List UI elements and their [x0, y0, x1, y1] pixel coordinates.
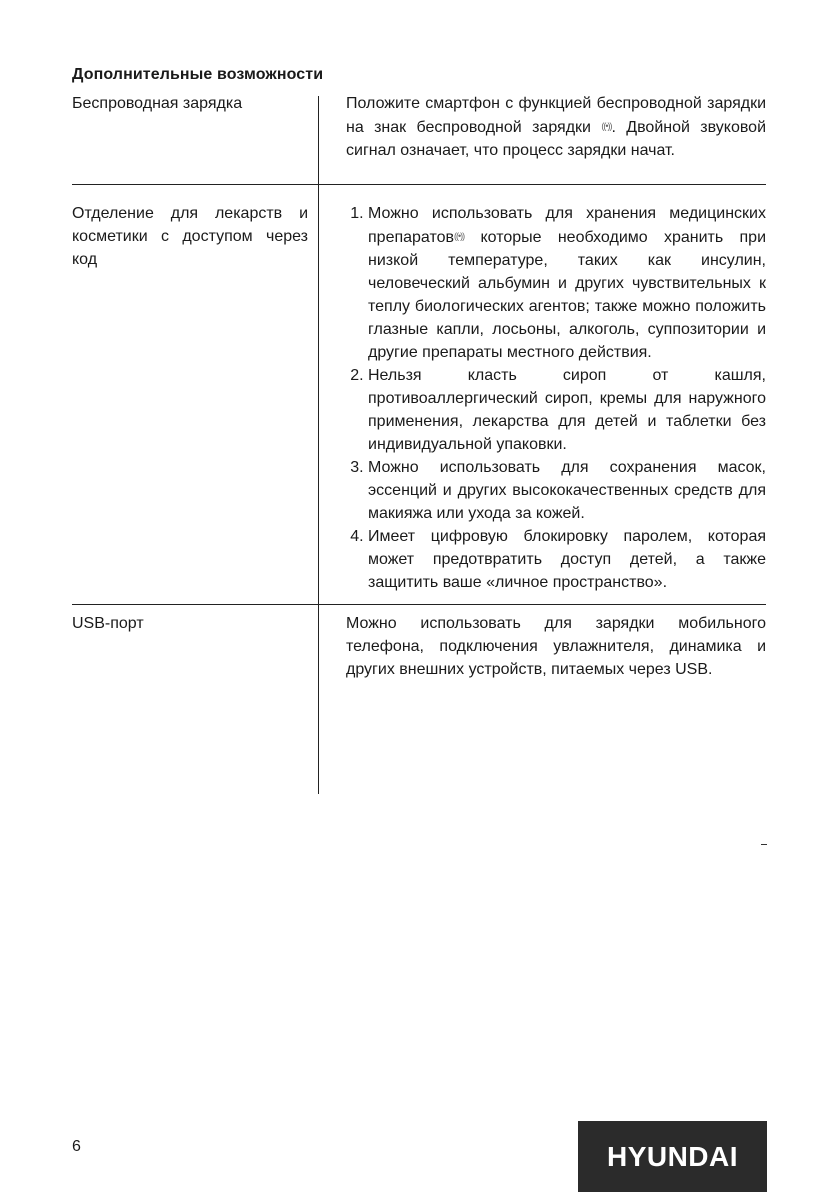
list-item: 1. Можно использовать для хранения медицинских препаратов((•)) которые необходимо хранить при низкой температуре, таких как инсулин, человеческий альбумин и других чувствительных к теплу биологических агентов; также можно положить глазные капли, лосьоны, алкоголь, суппозитории и другие препараты местного действия. [368, 202, 766, 364]
page-number: 6 [72, 1138, 81, 1155]
column-divider [318, 604, 319, 794]
feature-description: Можно использовать для зарядки мобильного телефона, подключения увлажнителя, динамика и других внешних устройств, питаемых через USB. [346, 615, 766, 678]
row-separator [72, 604, 766, 605]
list-item: 2. Нельзя класть сироп от кашля, противоаллергический сироп, кремы для наружного применения, лекарства для детей и таблетки без индивидуальной упаковки. [368, 364, 766, 456]
brand-logo: HYUNDAI [578, 1121, 767, 1192]
dash-mark [761, 844, 767, 845]
feature-label: USB-порт [72, 615, 144, 632]
feature-label: Беспроводная зарядка [72, 95, 243, 112]
wireless-charging-icon: ((•)) [601, 121, 612, 131]
list-item: 4. Имеет цифровую блокировку паролем, которая может предотвратить доступ детей, а также защитить ваше «личное пространство». [368, 525, 766, 594]
feature-list [346, 202, 766, 594]
list-item: 3. Можно использовать для сохранения масок, эссенций и других высококачественных средств для макияжа или ухода за кожей. [368, 456, 766, 525]
column-divider [318, 96, 319, 184]
wireless-charging-icon: ((•)) [454, 231, 465, 241]
column-divider [318, 184, 319, 604]
feature-description: Положите смартфон с функцией беспроводной зарядки на знак беспроводной зарядки ((•)). Двойной звуковой сигнал означает, что процесс зарядки начат. [346, 95, 766, 159]
section-heading: Дополнительные возможности [72, 66, 324, 83]
feature-description [346, 202, 766, 594]
feature-label: Отделение для лекарств и косметики с доступом через код [72, 205, 308, 268]
row-separator [72, 184, 766, 185]
